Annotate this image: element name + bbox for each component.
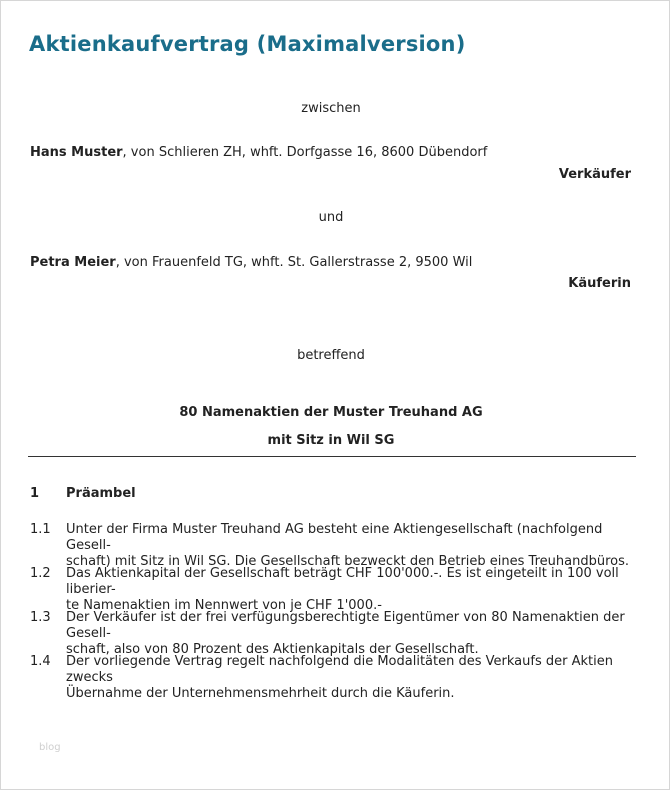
clause (30, 566, 636, 614)
clause-text-line: Unter der Firma Muster Treuhand AG besteht eine Aktiengesellschaft (nachfolgend Gesell- (66, 522, 603, 553)
subject-line-2: mit Sitz in Wil SG (267, 433, 395, 448)
clause-text-line: Der vorliegende Vertrag regelt nachfolgend die Modalitäten des Verkaufs der Aktien zwecks (66, 654, 613, 685)
watermark: blog (39, 742, 61, 753)
seller-role: Verkäufer (558, 167, 631, 182)
clause-text-line: Der Verkäufer ist der frei verfügungsberechtigte Eigentümer von 80 Namenaktien der Gesell- (66, 610, 625, 641)
clause-text-line: Übernahme der Unternehmensmehrheit durch die Käuferin. (66, 686, 455, 701)
seller-details: , von Schlieren ZH, whft. Dorfgasse 16, 8600 Dübendorf (122, 145, 488, 160)
buyer-name: Petra Meier (30, 255, 116, 270)
clause-text-line: te Namenaktien im Nennwert von je CHF 1'000.- (66, 598, 382, 613)
clause-text-line: schaft) mit Sitz in Wil SG. Die Gesellschaft bezweckt den Betrieb eines Treuhandbüros. (66, 554, 629, 569)
seller-name: Hans Muster (30, 145, 123, 160)
and-label: und (318, 210, 344, 225)
clause-text-line: Das Aktienkapital der Gesellschaft beträgt CHF 100'000.-. Es ist eingeteilt in 100 voll liberier- (66, 566, 619, 597)
concerning-label: betreffend (297, 348, 365, 363)
section-heading (30, 486, 136, 501)
seller-line (30, 145, 487, 160)
clause-number: 1.2 (30, 566, 51, 581)
clause (30, 610, 636, 658)
buyer-role: Käuferin (568, 276, 631, 291)
clause (30, 522, 636, 570)
buyer-details: , von Frauenfeld TG, whft. St. Gallerstrasse 2, 9500 Wil (115, 255, 473, 270)
section-title: Präambel (66, 486, 136, 501)
clause (30, 654, 636, 702)
clause-number: 1.1 (30, 522, 51, 537)
subject-line-1: 80 Namenaktien der Muster Treuhand AG (179, 405, 483, 420)
clause-number: 1.4 (30, 654, 51, 669)
clause-text-line: schaft, also von 80 Prozent des Aktienkapitals der Gesellschaft. (66, 642, 479, 657)
divider-line (28, 456, 636, 457)
between-label: zwischen (301, 101, 361, 116)
buyer-line (30, 255, 472, 270)
section-number: 1 (30, 486, 40, 501)
document-title: Aktienkaufvertrag (Maximalversion) (29, 32, 466, 56)
clause-number: 1.3 (30, 610, 51, 625)
